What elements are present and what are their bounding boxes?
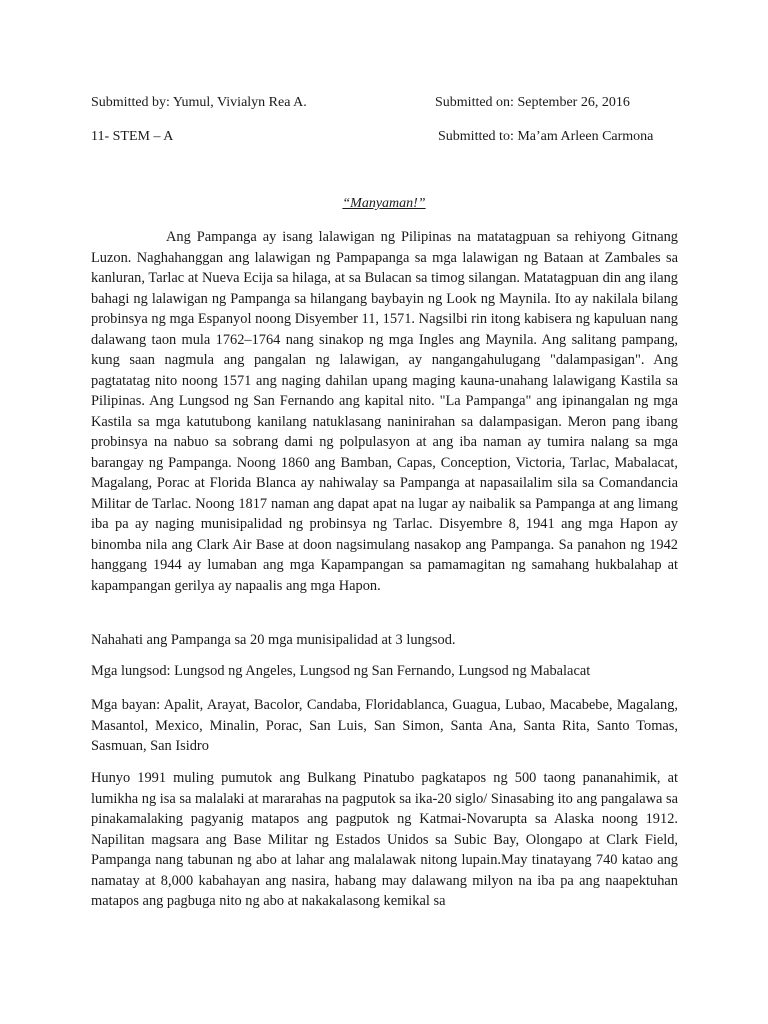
paragraph-towns: Mga bayan: Apalit, Arayat, Bacolor, Candaba, Floridablanca, Guagua, Lubao, Macabebe, Magalang, Masantol, Mexico, Minalin, Porac, San Luis, San Simon, Santa Ana, Santa Rita, Santo Tomas, Sasmuan, San Isidro	[91, 697, 678, 754]
submitted-by-label: Submitted by: Yumul, Vivialyn Rea A.	[91, 95, 307, 110]
document-title: “Manyaman!”	[342, 196, 426, 211]
paragraph-divisions: Nahahati ang Pampanga sa 20 mga munisipalidad at 3 lungsod.	[91, 632, 456, 648]
paragraph-pinatubo: Hunyo 1991 muling pumutok ang Bulkang Pinatubo pagkatapos ng 500 taong pananahimik, at lumikha ng isa sa malalaki at mararahas na pagputok sa ika-20 siglo/ Sinasabing ito ang pangalawa sa pinakamalaking pagyanig matapos ang pagputok ng Katmai-Novarupta sa Alaska noong 1912. Napilitan magsara ang Base Militar ng Estados Unidos sa Subic Bay, Olongapo at Clark Field, Pampanga nang tabunan ng abo at lahar ang malalawak nitong lupain.May tinatayang 740 katao ang namatay at 8,000 kabahayan ang nasira, habang may dalawang milyon na iba pa ang naapektuhan matapos ang pagbuga nito ng abo at nakakalasong kemikal sa	[91, 770, 678, 909]
paragraph-cities: Mga lungsod: Lungsod ng Angeles, Lungsod ng San Fernando, Lungsod ng Mabalacat	[91, 663, 591, 679]
submitted-to-label: Submitted to: Ma’am Arleen Carmona	[438, 129, 654, 144]
submitted-on-label: Submitted on: September 26, 2016	[435, 95, 630, 110]
paragraph-history: Ang Pampanga ay isang lalawigan ng Pilipinas na matatagpuan sa rehiyong Gitnang Luzon. Naghahanggan ang lalawigan ng Pampapanga sa mga lalawigan ng Bataan at Zambales sa kanluran, Tarlac at Nueva Ecija sa hilaga, at sa Bulacan sa timog silangan. Matatagpuan din ang ilang bahagi ng lalawigan ng Pampanga sa hilangang baybayin ng Look ng Maynila. Ito ay nakilala bilang probinsya ng mga Espanyol noong Disyember 11, 1571. Nagsilbi rin itong kabisera ng kapuluan nang dalawang taon mula 1762–1764 nang sinakop ng mga Ingles ang Maynila. Ang salitang pampang, kung saan nagmula ang pangalan ng lalawigan, ay nangangahulugang "dalampasigan". Ang pagtatatag nito noong 1571 ang naging dahilan upang maging kauna-unahang lalawigang Kastila sa Pilipinas. Ang Lungsod ng San Fernando ang kapital nito. "La Pampanga" ang ipinangalan ng mga Kastila sa mga katutubong kanilang natuklasang naninirahan sa dalampasigan. Meron pang ibang probinsya na nabuo sa sobrang dami ng polpulasyon at ang iba naman ay tumira nalang sa mga barangay ng Pampanga. Noong 1860 ang Bamban, Capas, Conception, Victoria, Tarlac, Mabalacat, Magalang, Porac at Florida Blanca ay nahiwalay sa Pampanga at napasailalim sila sa Comandancia Militar de Tarlac. Noong 1817 naman ang dapat apat na lugar ay naibalik sa Pampanga at ang limang iba pa ay naging munisipalidad ng probinsya ng Tarlac. Disyembre 8, 1941 ang mga Hapon ay binomba nila ang Clark Air Base at doon nagsimulang nasakop ang Pampanga. Sa panahon ng 1942 hanggang 1944 ay lumaban ang mga Kapampangan sa pamamagitan ng samahang hukbalahap at kapampangan gerilya ay napaalis ang mga Hapon.	[91, 229, 678, 594]
section-label: 11- STEM – A	[91, 129, 174, 144]
